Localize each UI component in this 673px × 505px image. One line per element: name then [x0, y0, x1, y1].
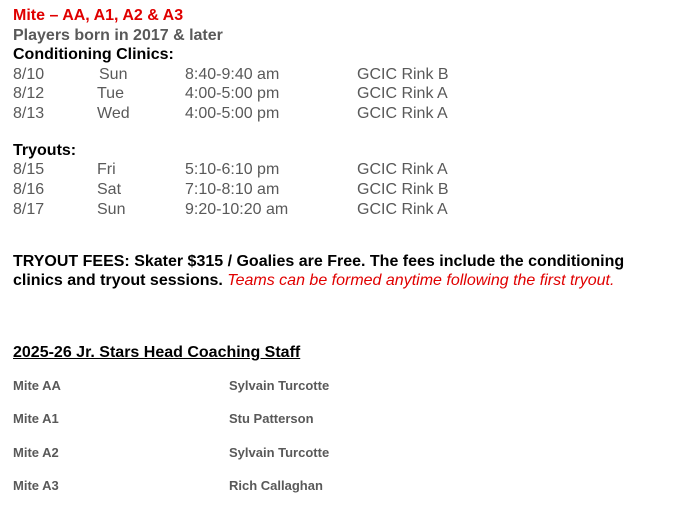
page-subtitle: Players born in 2017 & later — [13, 27, 223, 44]
coaching-staff-title: 2025-26 Jr. Stars Head Coaching Staff — [13, 344, 301, 361]
coach-name: Stu Patterson — [229, 411, 314, 426]
tryout-fees-paragraph — [13, 252, 663, 290]
coach-row — [0, 445, 673, 463]
coach-row — [0, 478, 673, 496]
tryout-fees-text: TRYOUT FEES: Skater $315 / Goalies are Free. The fees include the conditioning clinics and tryout sessions. — [13, 253, 625, 289]
session-rink: GCIC Rink B — [357, 66, 449, 83]
session-rink: GCIC Rink B — [357, 181, 449, 198]
session-day: Sun — [99, 66, 128, 83]
session-date: 8/17 — [13, 201, 45, 218]
coach-name: Sylvain Turcotte — [229, 445, 330, 460]
coach-row — [0, 378, 673, 396]
coach-team: Mite A3 — [13, 478, 59, 493]
schedule-row — [0, 161, 673, 181]
session-day: Tue — [97, 85, 124, 102]
schedule-row — [0, 181, 673, 201]
session-date: 8/16 — [13, 181, 45, 198]
session-time: 4:00-5:00 pm — [185, 85, 280, 102]
session-rink: GCIC Rink A — [357, 201, 448, 218]
session-time: 5:10-6:10 pm — [185, 161, 280, 178]
coach-row — [0, 411, 673, 429]
teams-formed-note: Teams can be formed anytime following the first tryout. — [227, 272, 615, 289]
page-title: Mite – AA, A1, A2 & A3 — [13, 7, 184, 24]
session-time: 8:40-9:40 am — [185, 66, 280, 83]
schedule-row — [0, 201, 673, 221]
schedule-row — [0, 66, 673, 86]
session-day: Sat — [97, 181, 122, 198]
coach-name: Sylvain Turcotte — [229, 378, 330, 393]
session-date: 8/13 — [13, 105, 45, 122]
tryouts-heading: Tryouts: — [13, 142, 77, 159]
session-date: 8/15 — [13, 161, 45, 178]
session-date: 8/10 — [13, 66, 45, 83]
session-day: Wed — [97, 105, 130, 122]
conditioning-heading: Conditioning Clinics: — [13, 46, 174, 63]
session-date: 8/12 — [13, 85, 45, 102]
session-time: 9:20-10:20 am — [185, 201, 289, 218]
schedule-row — [0, 105, 673, 125]
session-rink: GCIC Rink A — [357, 161, 448, 178]
session-time: 4:00-5:00 pm — [185, 105, 280, 122]
coach-team: Mite A2 — [13, 445, 59, 460]
session-rink: GCIC Rink A — [357, 105, 448, 122]
session-rink: GCIC Rink A — [357, 85, 448, 102]
coach-team: Mite AA — [13, 378, 61, 393]
coach-team: Mite A1 — [13, 411, 59, 426]
schedule-row — [0, 85, 673, 105]
session-day: Fri — [97, 161, 116, 178]
session-day: Sun — [97, 201, 126, 218]
coach-name: Rich Callaghan — [229, 478, 323, 493]
session-time: 7:10-8:10 am — [185, 181, 280, 198]
